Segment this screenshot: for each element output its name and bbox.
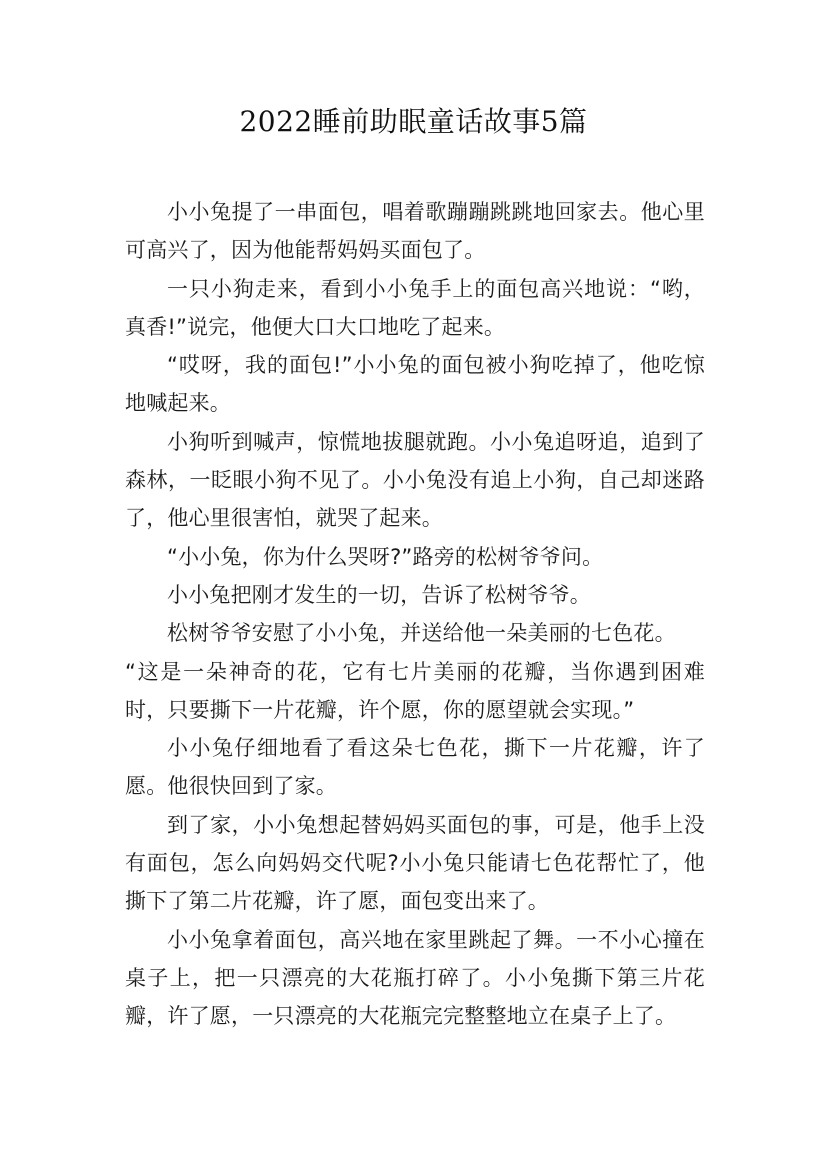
paragraph: 小狗听到喊声，惊慌地拔腿就跑。小小兔追呀追，追到了森林，一眨眼小狗不见了。小小兔没有追上小狗，自己却迷路了，他心里很害怕，就哭了起来。: [125, 429, 705, 531]
paragraph-quote: “这是一朵神奇的花，它有七片美丽的花瓣，当你遇到困难时，只要撕下一片花瓣，许个愿，你的愿望就会实现。”: [125, 659, 705, 722]
paragraph: “哎呀，我的面包!”小小兔的面包被小狗吃掉了，他吃惊地喊起来。: [125, 353, 705, 416]
document-body: [125, 193, 705, 1036]
paragraph: 一只小狗走来，看到小小兔手上的面包高兴地说：“哟，真香!”说完，他便大口大口地吃了起来。: [125, 276, 705, 339]
paragraph: 松树爷爷安慰了小小兔，并送给他一朵美丽的七色花。: [167, 621, 676, 646]
paragraph: 到了家，小小兔想起替妈妈买面包的事，可是，他手上没有面包，怎么向妈妈交代呢?小小兔只能请七色花帮忙了，他撕下了第二片花瓣，许了愿，面包变出来了。: [125, 812, 705, 914]
paragraph: 小小兔把刚才发生的一切，告诉了松树爷爷。: [167, 582, 591, 607]
paragraph: 小小兔提了一串面包，唱着歌蹦蹦跳跳地回家去。他心里可高兴了，因为他能帮妈妈买面包了。: [125, 200, 705, 263]
paragraph: 小小兔仔细地看了看这朵七色花，撕下一片花瓣，许了愿。他很快回到了家。: [125, 736, 705, 799]
paragraph: “小小兔，你为什么哭呀?”路旁的松树爷爷问。: [167, 544, 604, 569]
document-title: 2022睡前助眠童话故事5篇: [239, 105, 588, 138]
paragraph: 小小兔拿着面包，高兴地在家里跳起了舞。一不小心撞在桌子上，把一只漂亮的大花瓶打碎了。小小兔撕下第三片花瓣，许了愿，一只漂亮的大花瓶完完整整地立在桌子上了。: [125, 927, 705, 1029]
